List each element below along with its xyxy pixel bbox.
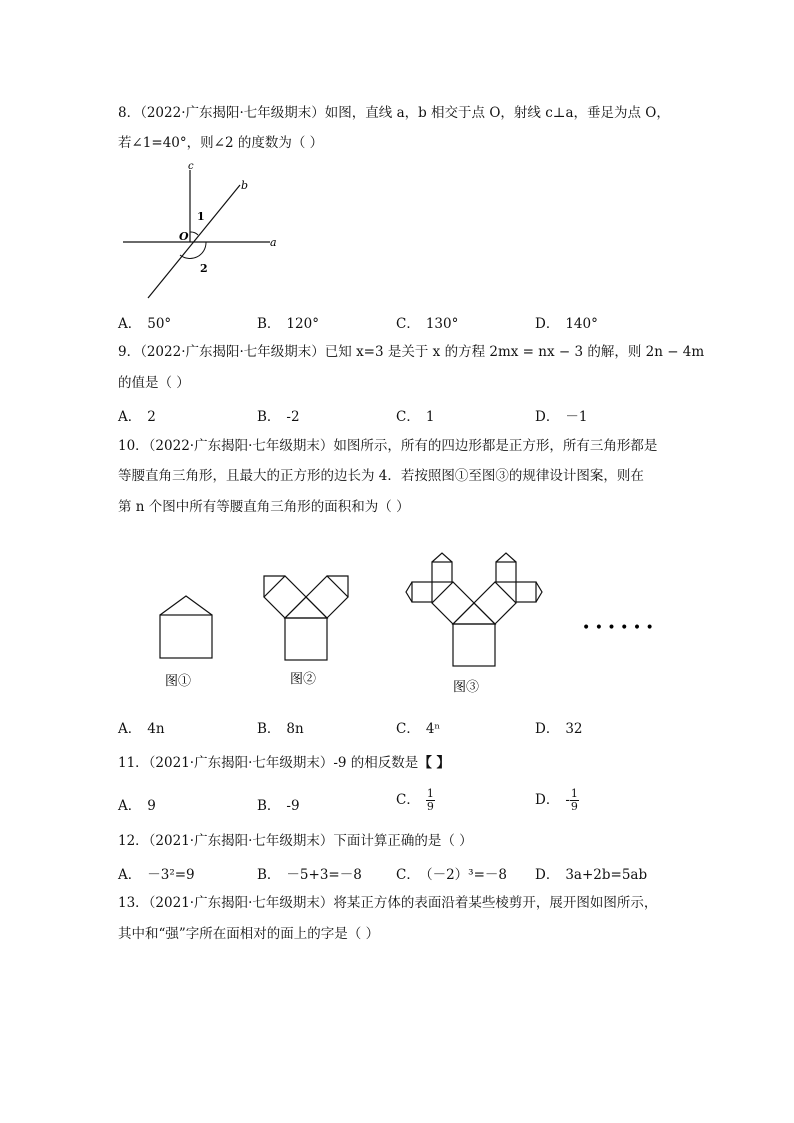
q9-options [118,405,718,425]
q12-option-b[interactable]: B． －5+3=－8 [257,867,362,883]
q8-options [118,312,718,332]
q8-line1: 8．（2022·广东揭阳·七年级期末）如图，直线 a，b 相交于点 O，射线 c⊥a，垂足为点 O， [118,105,670,121]
q9-option-d[interactable]: D． －1 [535,409,588,425]
q9-option-b[interactable]: B． -2 [257,409,300,425]
pattern-2 [264,576,348,660]
q10-line3: 第 n 个图中所有等腰直角三角形的面积和为（ ） [118,499,410,515]
q12-options [118,863,718,883]
caption-3: 图③ [453,680,480,695]
label-a: a [270,236,277,249]
label-1: 1 [197,210,205,223]
q8-option-b[interactable]: B． 120° [257,316,319,332]
q10-line2: 等腰直角三角形，且最大的正方形的边长为 4．若按照图①至图③的规律设计图案，则在 [118,468,644,484]
q11-option-c[interactable]: C． $\frac{1}{9}$ [396,787,434,813]
label-O: O [179,230,189,243]
q11-text: 11．（2021·广东揭阳·七年级期末）-9 的相反数是 [118,755,419,771]
q9-option-c[interactable]: C． 1 [396,409,435,425]
q10-option-c[interactable]: C． 4ⁿ [396,721,441,737]
q8-line2: 若∠1=40°，则∠2 的度数为（ ） [118,135,324,151]
fraction-one-ninth: $\frac{1}{9}$ [570,787,578,813]
ellipsis-dots: • • • • • • [582,620,654,636]
q13-line2: 其中和“强”字所在面相对的面上的字是（ ） [118,926,380,942]
q12-option-d[interactable]: D． 3a+2b=5ab [535,867,648,883]
q12-option-c[interactable]: C． （－2）³=－8 [396,867,507,883]
pattern-3 [406,553,542,666]
q9-line2: 的值是（ ） [118,375,190,391]
q11-option-b[interactable]: B． -9 [257,798,300,814]
q11-option-a[interactable]: A． 9 [118,798,156,814]
q10-line1: 10．（2022·广东揭阳·七年级期末）如图所示，所有的四边形都是正方形，所有三角形都是 [118,438,658,454]
q10-option-d[interactable]: D． 32 [535,721,583,737]
fraction-one-ninth: $\frac{1}{9}$ [426,787,434,813]
q12-option-a[interactable]: A． －3²=9 [118,867,195,883]
q10-figure [150,550,670,700]
q12-line1: 12．（2021·广东揭阳·七年级期末）下面计算正确的是（ ） [118,833,473,849]
q11-option-d[interactable]: D． - $\frac{1}{9}$ [535,787,578,813]
caption-2: 图② [290,672,317,687]
caption-1: 图① [165,674,192,689]
q13-line1: 13．（2021·广东揭阳·七年级期末）将某正方体的表面沿着某些棱剪开，展开图如图所示， [118,895,658,911]
q8-option-c[interactable]: C． 130° [396,316,459,332]
label-c: c [188,161,194,172]
q11-bracket: 【 】 [418,755,451,771]
q10-options [118,717,718,737]
q8-option-a[interactable]: A． 50° [118,316,172,332]
q8-option-d[interactable]: D． 140° [535,316,598,332]
q8-figure [118,160,288,302]
q10-option-a[interactable]: A． 4n [118,721,165,737]
label-2: 2 [200,262,208,275]
q9-option-a[interactable]: A． 2 [118,409,156,425]
label-b: b [241,179,249,192]
q9-line1: 9．（2022·广东揭阳·七年级期末）已知 x=3 是关于 x 的方程 2mx = nx − 3 的解，则 2n − 4m [118,344,705,360]
q10-option-b[interactable]: B． 8n [257,721,304,737]
pattern-1 [160,596,212,658]
q11-line [118,754,450,772]
q11-options [118,788,718,818]
